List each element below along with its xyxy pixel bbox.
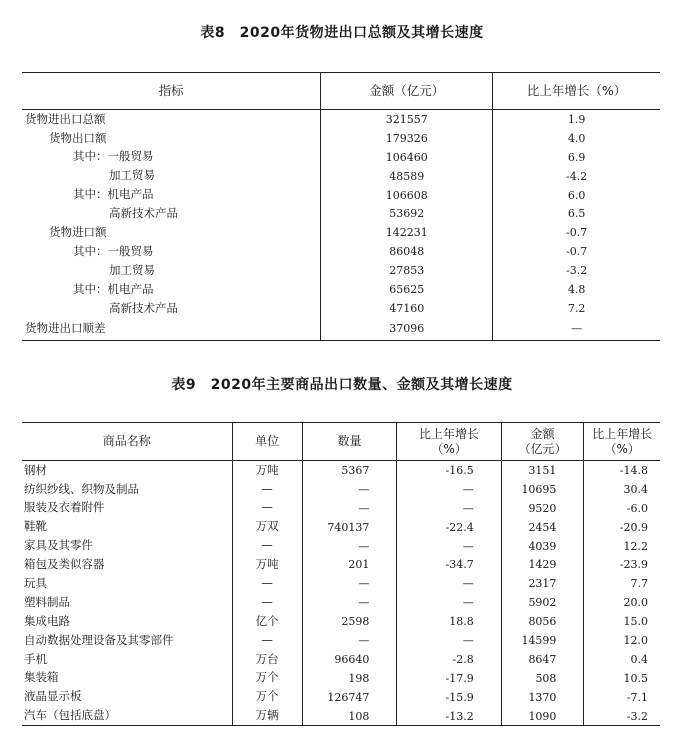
row-amount: 106460 (321, 148, 493, 167)
table-row (22, 167, 660, 186)
row-amount-growth: 7.7 (584, 574, 660, 593)
row-unit: — (232, 480, 302, 499)
row-growth: -0.7 (493, 242, 660, 261)
row-quantity: 96640 (302, 650, 397, 669)
row-product-name: 手机 (24, 651, 47, 666)
row-amount: 508 (501, 669, 584, 688)
row-quantity: 201 (302, 555, 397, 574)
row-amount: 4039 (501, 537, 584, 556)
row-quantity: 2598 (302, 612, 397, 631)
header-product-name: 商品名称 (22, 423, 232, 461)
header-indicator: 指标 (22, 73, 321, 110)
row-growth: 1.9 (493, 110, 660, 129)
row-product-name: 玩具 (24, 576, 47, 591)
row-amount-growth: -7.1 (584, 688, 660, 707)
table-row (22, 650, 660, 669)
row-amount-growth: 12.2 (584, 537, 660, 556)
row-amount: 5902 (501, 593, 584, 612)
table-row (22, 461, 660, 480)
table8-header-row (22, 73, 660, 110)
row-amount: 3151 (501, 461, 584, 480)
row-unit: 万辆 (232, 707, 302, 726)
row-label: 高新技术产品 (109, 206, 178, 221)
row-amount: 53692 (321, 204, 493, 223)
row-quantity-growth: -22.4 (397, 518, 501, 537)
header-quantity-growth-line1: 比上年增长 (419, 427, 480, 442)
row-unit: 亿个 (232, 612, 302, 631)
table-row (22, 518, 660, 537)
row-quantity: — (302, 537, 397, 556)
row-growth: 4.8 (493, 280, 660, 299)
row-unit: 万双 (232, 518, 302, 537)
table-row (22, 688, 660, 707)
row-product-name: 液晶显示板 (24, 689, 82, 704)
row-product-name: 纺织纱线、织物及制品 (24, 481, 139, 496)
header-amount-growth-line2: （%） (604, 441, 640, 456)
row-amount: 2454 (501, 518, 584, 537)
row-quantity: 740137 (302, 518, 397, 537)
row-quantity-growth: -2.8 (397, 650, 501, 669)
row-amount: 8647 (501, 650, 584, 669)
row-label: 加工贸易 (109, 168, 155, 183)
row-growth: -3.2 (493, 261, 660, 280)
row-quantity: — (302, 499, 397, 518)
row-amount-growth: 15.0 (584, 612, 660, 631)
table-row (22, 204, 660, 223)
table-row (22, 299, 660, 318)
row-quantity: 108 (302, 707, 397, 726)
row-amount: 8056 (501, 612, 584, 631)
row-quantity-growth: -34.7 (397, 555, 501, 574)
row-amount: 9520 (501, 499, 584, 518)
row-unit: 万个 (232, 669, 302, 688)
row-quantity-growth: — (397, 480, 501, 499)
header-unit: 单位 (232, 423, 302, 461)
table-row (22, 223, 660, 242)
table-row (22, 148, 660, 167)
row-quantity-growth: — (397, 537, 501, 556)
row-amount: 37096 (321, 318, 493, 341)
row-quantity-growth: -16.5 (397, 461, 501, 480)
row-quantity-growth: -13.2 (397, 707, 501, 726)
row-quantity: — (302, 631, 397, 650)
row-growth: 4.0 (493, 129, 660, 148)
table-row (22, 631, 660, 650)
table9-header-row (22, 423, 660, 461)
row-unit: — (232, 574, 302, 593)
row-amount-growth: -14.8 (584, 461, 660, 480)
table9 (22, 422, 660, 726)
row-amount-growth: 30.4 (584, 480, 660, 499)
header-quantity: 数量 (302, 423, 397, 461)
row-amount: 47160 (321, 299, 493, 318)
header-amount-line1: 金额 (530, 427, 555, 442)
row-quantity-growth: -15.9 (397, 688, 501, 707)
row-growth: 6.9 (493, 148, 660, 167)
row-label: 高新技术产品 (109, 300, 178, 315)
row-unit: 万台 (232, 650, 302, 669)
row-amount-growth: -3.2 (584, 707, 660, 726)
row-label: 货物进出口顺差 (22, 318, 321, 341)
row-label: 其中：一般贸易 (73, 149, 154, 164)
row-quantity-growth: 18.8 (397, 612, 501, 631)
row-quantity-growth: — (397, 574, 501, 593)
row-amount-growth: 0.4 (584, 650, 660, 669)
row-amount-growth: -20.9 (584, 518, 660, 537)
table-row (22, 593, 660, 612)
row-product-name: 鞋靴 (24, 519, 47, 534)
row-label: 其中：机电产品 (73, 187, 154, 202)
table8 (22, 72, 660, 341)
row-amount: 321557 (321, 110, 493, 129)
row-product-name: 集装箱 (24, 670, 59, 685)
row-amount: 48589 (321, 167, 493, 186)
table9-title: 表9 2020年主要商品出口数量、金额及其增长速度 (171, 377, 513, 393)
row-quantity: 126747 (302, 688, 397, 707)
row-amount: 14599 (501, 631, 584, 650)
row-amount: 142231 (321, 223, 493, 242)
table-row (22, 242, 660, 261)
table-row (22, 669, 660, 688)
row-growth: 6.0 (493, 186, 660, 205)
row-product-name: 塑料制品 (24, 594, 70, 609)
row-product-name: 家具及其零件 (24, 538, 93, 553)
row-amount: 27853 (321, 261, 493, 280)
header-amount-growth (584, 423, 660, 461)
row-label: 货物出口额 (49, 130, 107, 145)
table-row (22, 555, 660, 574)
row-amount: 2317 (501, 574, 584, 593)
header-amount-growth-line1: 比上年增长 (592, 427, 653, 442)
row-growth: -0.7 (493, 223, 660, 242)
table-row (22, 574, 660, 593)
row-product-name: 自动数据处理设备及其零部件 (24, 632, 174, 647)
row-product-name: 汽车（包括底盘） (22, 707, 232, 726)
row-quantity-growth: -17.9 (397, 669, 501, 688)
row-amount: 179326 (321, 129, 493, 148)
row-unit: 万吨 (232, 555, 302, 574)
table-row (22, 129, 660, 148)
row-quantity-growth: — (397, 499, 501, 518)
row-quantity: 198 (302, 669, 397, 688)
table-row (22, 537, 660, 556)
row-amount: 106608 (321, 186, 493, 205)
row-unit: 万吨 (232, 461, 302, 480)
row-amount-growth: -23.9 (584, 555, 660, 574)
row-unit: 万个 (232, 688, 302, 707)
table-row (22, 480, 660, 499)
row-product-name: 集成电路 (24, 613, 70, 628)
row-label: 其中：机电产品 (73, 281, 154, 296)
table-row (22, 186, 660, 205)
table-row (22, 612, 660, 631)
header-amount (501, 423, 584, 461)
row-growth: 7.2 (493, 299, 660, 318)
header-growth: 比上年增长（%） (493, 73, 660, 110)
row-product-name: 钢材 (24, 462, 47, 477)
row-quantity: 5367 (302, 461, 397, 480)
row-growth: -4.2 (493, 167, 660, 186)
table-row (22, 707, 660, 726)
header-amount: 金额（亿元） (321, 73, 493, 110)
table9-body (22, 461, 660, 726)
row-label: 加工贸易 (109, 262, 155, 277)
row-unit: — (232, 593, 302, 612)
row-unit: — (232, 499, 302, 518)
row-amount-growth: -6.0 (584, 499, 660, 518)
row-amount-growth: 10.5 (584, 669, 660, 688)
row-quantity-growth: — (397, 631, 501, 650)
row-label: 其中：一般贸易 (73, 243, 154, 258)
table-row (22, 261, 660, 280)
row-growth: — (493, 318, 660, 341)
row-quantity: — (302, 480, 397, 499)
row-unit: — (232, 631, 302, 650)
header-quantity-growth-line2: （%） (431, 441, 467, 456)
row-amount: 1429 (501, 555, 584, 574)
row-label: 货物进出口总额 (25, 111, 106, 126)
row-amount-growth: 12.0 (584, 631, 660, 650)
row-amount: 65625 (321, 280, 493, 299)
row-growth: 6.5 (493, 204, 660, 223)
row-amount: 1090 (501, 707, 584, 726)
row-product-name: 箱包及类似容器 (24, 557, 105, 572)
table8-title: 表8 2020年货物进出口总额及其增长速度 (200, 25, 484, 41)
row-quantity: — (302, 593, 397, 612)
row-label: 货物进口额 (49, 225, 107, 240)
table-row (22, 110, 660, 129)
row-quantity: — (302, 574, 397, 593)
table-row (22, 499, 660, 518)
header-quantity-growth (397, 423, 501, 461)
row-amount: 86048 (321, 242, 493, 261)
row-product-name: 服装及衣着附件 (24, 500, 105, 515)
row-unit: — (232, 537, 302, 556)
header-amount-line2: （亿元） (518, 441, 567, 456)
row-amount-growth: 20.0 (584, 593, 660, 612)
row-amount: 1370 (501, 688, 584, 707)
table-row (22, 318, 660, 341)
row-amount: 10695 (501, 480, 584, 499)
row-quantity-growth: — (397, 593, 501, 612)
table-row (22, 280, 660, 299)
